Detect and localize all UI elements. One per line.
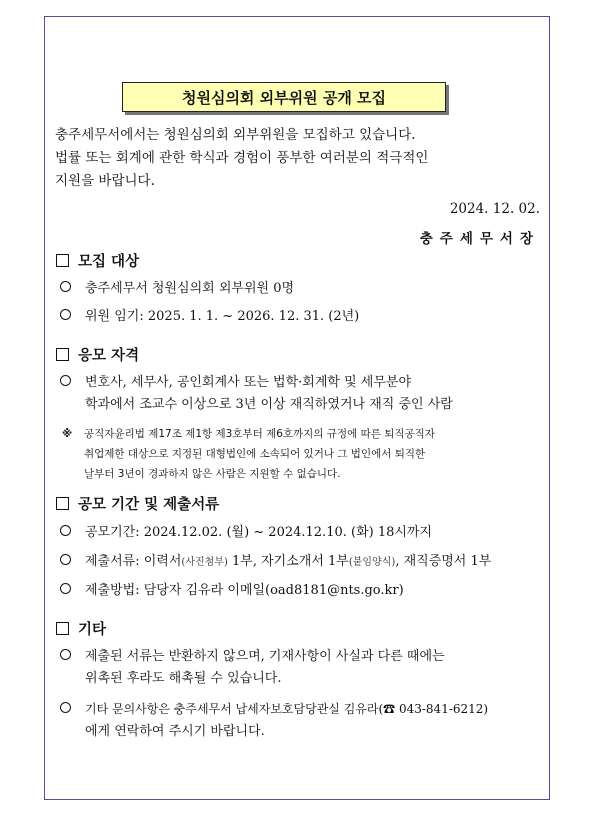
intro-line: 법률 또는 회계에 관한 학식과 경험이 풍부한 여러분의 적극적인: [55, 150, 429, 166]
list-item: 제출된 서류는 반환하지 않으며, 기재사항이 사실과 다른 때에는 위촉된 후라도 해촉될 수 있습니다.: [60, 646, 545, 690]
section-heading-recruit: 모집 대상: [56, 250, 139, 271]
circle-bullet-icon: [60, 525, 71, 536]
list-item: 위원 임기: 2025. 1. 1. ~ 2026. 12. 31. (2년): [60, 306, 545, 328]
list-item: 충주세무서 청원심의회 외부위원 0명: [60, 278, 545, 300]
document-title: 청원심의회 외부위원 공개 모집: [122, 82, 446, 112]
section-heading-period: 공모 기간 및 제출서류: [56, 493, 219, 514]
circle-bullet-icon: [60, 309, 71, 320]
qualification-note: ※ 공직자윤리법 제17조 제1항 제3호부터 제6호까지의 규정에 따른 퇴직공직자 취업제한 대상으로 지정된 대형법인에 소속되어 있거나 그 법인에서 퇴직한 날부터 3년이 경과하지 않은 사람은 지원할 수 없습니다.: [62, 424, 546, 484]
checkbox-square-icon: [56, 348, 69, 361]
circle-bullet-icon: [60, 583, 71, 594]
intro-line: 지원을 바랍니다.: [55, 173, 155, 189]
circle-bullet-icon: [60, 375, 71, 386]
section-heading-etc: 기타: [56, 618, 106, 639]
list-item: 기타 문의사항은 충주세무서 납세자보호담당관실 김유라(☎ 043-841-6212) 에게 연락하여 주시기 바랍니다.: [60, 698, 545, 743]
checkbox-square-icon: [56, 254, 69, 267]
issue-date: 2024. 12. 02.: [449, 201, 540, 217]
checkbox-square-icon: [56, 497, 69, 510]
organization-name: 충주세무서장: [419, 231, 540, 247]
circle-bullet-icon: [60, 554, 71, 565]
circle-bullet-icon: [60, 281, 71, 292]
checkbox-square-icon: [56, 622, 69, 635]
list-item: 제출서류: 이력서(사진첨부) 1부, 자기소개서 1부(붙임양식), 재직증명서 1부: [60, 551, 545, 574]
list-item: 변호사, 세무사, 공인회계사 또는 법학·회계학 및 세무분야 학과에서 조교수 이상으로 3년 이상 재직하였거나 재직 중인 사람: [60, 372, 545, 416]
intro-paragraph: [55, 124, 545, 193]
list-item: 제출방법: 담당자 김유라 이메일(oad8181@nts.go.kr): [60, 580, 545, 602]
reference-mark: ※: [62, 428, 73, 440]
section-heading-qualification: 응모 자격: [56, 344, 139, 365]
circle-bullet-icon: [60, 649, 71, 660]
list-item: 공모기간: 2024.12.02. (월) ~ 2024.12.10. (화) 18시까지: [60, 522, 545, 544]
circle-bullet-icon: [60, 702, 71, 713]
intro-line: 충주세무서에서는 청원심의회 외부위원을 모집하고 있습니다.: [55, 127, 416, 143]
